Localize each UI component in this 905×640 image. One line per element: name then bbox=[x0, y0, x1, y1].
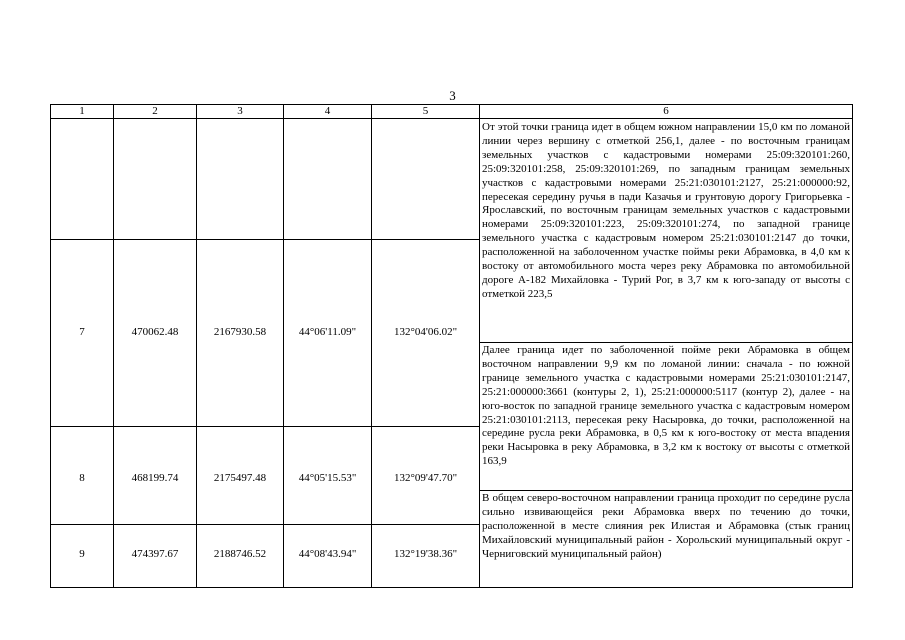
row-7-latitude: 44°06'11.09" bbox=[298, 326, 357, 338]
description-segment-1: От этой точки граница идет в общем южном направлении 15,0 км по ломаной линии через вершину с отметкой 256,1, далее - по восточным границам земельных участков с кадастровыми номерами 25:09:320101:260, 25:09:320101:258, 25:09:320101:269, по западным границам земельных участков с кадастровыми номерами 25:21:030101:2127, 25:21:000000:92, пересекая середину ручья в пади Казачья и грунтовую дорогу Григорьевка - Ярославский, по восточным границам земельных участков с кадастровыми номерами 25:09:320101:223, 25:09:320101:274, по западной границе земельного участка с кадастровым номером 25:21:030101:2147 до точки, расположенной на заболоченном участке поймы реки Абрамовка, в 4,0 км к востоку от автомобильного моста через реку Абрамовка по автомобильной дороге А-182 Михайловка - Турий Рог, в 3,7 км к юго-западу от высоты с отметкой 223,5 bbox=[482, 121, 850, 300]
header-col-3: 3 bbox=[237, 105, 243, 117]
row-7-y: 2167930.58 bbox=[213, 326, 267, 338]
description-segment-3: В общем северо-восточном направлении граница проходит по середине русла сильно извивающейся реки Абрамовка вверх по течению до точки, расположенной в месте слияния рек Илистая и Абрамовка (стык границ Михайловский муниципальный район - Хорольский муниципальный округ - Черниговский муниципальный район) bbox=[482, 492, 850, 560]
row-7-longitude: 132°04'06.02" bbox=[393, 326, 458, 338]
header-col-2: 2 bbox=[152, 105, 158, 117]
header-col-6: 6 bbox=[663, 105, 669, 117]
row-9-point: 9 bbox=[79, 548, 85, 560]
header-col-1: 1 bbox=[79, 105, 85, 117]
description-segment-2: Далее граница идет по заболоченной пойме реки Абрамовка в общем восточном направлении 9,9 км по ломаной линии: сначала - по южной границе земельного участка с кадастровыми номерами 25:21:030101:2147, 25:21:000000:3661 (контуры 2, 1), 25:21:000000:5117 (контур 2), далее - на юго-восток по западной границе земельного участка с кадастровым номером 25:21:030101:2113, пересекая реку Насыровка, до точки, расположенной на середине русла реки Абрамовка, в 0,5 км к юго-востоку от места впадения реки Насыровка в реку Абрамовка, в 3,2 км к востоку от высоты с отметкой 163,9 bbox=[482, 344, 850, 468]
row-9-y: 2188746.52 bbox=[213, 548, 267, 560]
row-9-latitude: 44°08'43.94" bbox=[298, 548, 357, 560]
row-8-y: 2175497.48 bbox=[213, 472, 267, 484]
row-8-latitude: 44°05'15.53" bbox=[298, 472, 357, 484]
row-7-x: 470062.48 bbox=[131, 326, 179, 338]
row-7-point: 7 bbox=[79, 326, 85, 338]
row-9-longitude: 132°19'38.36" bbox=[393, 548, 458, 560]
header-col-4: 4 bbox=[324, 105, 331, 117]
header-col-5: 5 bbox=[422, 105, 429, 117]
page-number: 3 bbox=[449, 88, 456, 103]
row-8-point: 8 bbox=[79, 472, 85, 484]
row-8-x: 468199.74 bbox=[131, 472, 179, 484]
row-9-x: 474397.67 bbox=[131, 548, 179, 560]
row-8-longitude: 132°09'47.70" bbox=[393, 472, 458, 484]
